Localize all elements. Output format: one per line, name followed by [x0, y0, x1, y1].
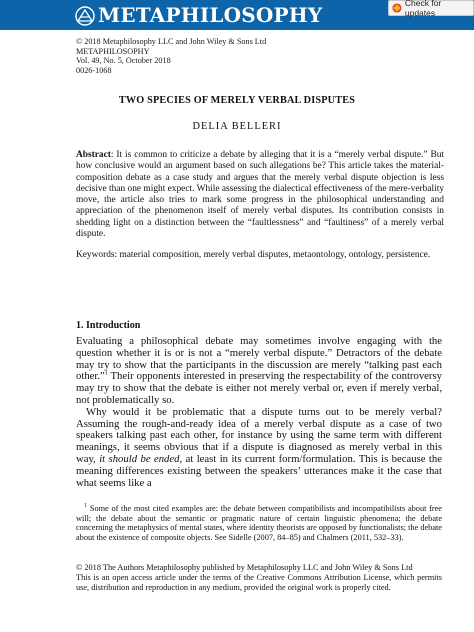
footnote-text: Some of the most cited examples are: the debate between compatibilists and incompatibilists about free will; the debate about the semantic or pragmatic nature of certain linguistic phenomena; the debate concerning the metaphysics of mental states, where identity theorists are opposed by functionalists; the debate about the existence of composite objects. See Sidelle (2007, 84–85) and Chalmers (2011, 532–33). [76, 504, 442, 543]
section-heading: 1. Introduction [76, 320, 141, 331]
meta-journal: METAPHILOSOPHY [76, 46, 150, 56]
journal-name: METAPHILOSOPHY [98, 3, 323, 27]
license-notice [76, 563, 442, 593]
abstract-text: : It is common to criticize a debate by alleging that it is a “merely verbal dispute.” But how conclusive would an argument based on such allegations be? This article takes the material-composition debate as a case study and argues that the merely verbal dispute objection is less decisive than one might expect. While assessing the dialectical effectiveness of the mere-verbality move, the article also tries to mark some progress in the philosophical understanding and appreciation of the phenomenon itself of merely verbal disputes. Its contribution consists in shedding light on a distinction between the “faultlessness” and “faultiness” of a merely verbal dispute. [76, 150, 445, 240]
article-title: TWO SPECIES OF MERELY VERBAL DISPUTES [118, 95, 356, 106]
wiley-logo-icon [74, 5, 96, 27]
paragraph-1-text-a: Evaluating a philosophical debate may sometimes involve engaging with the question whether it is or is not a “merely verbal dispute.” Detractors of the debate may try to show that the participants in the discussion are merely “talking past each other.” [76, 335, 442, 383]
abstract-label: Abstract [76, 150, 111, 160]
paragraph-2-emphasis: it should be ended [99, 452, 180, 465]
paragraph-2 [76, 407, 442, 490]
license-terms: This is an open access article under the terms of the Creative Commons Attribution License, which permits use, distribution and reproduction in any medium, provided the original work is properly cited. [76, 572, 442, 592]
footnote [76, 504, 442, 543]
body-text [76, 336, 442, 489]
publication-meta [76, 37, 266, 75]
paragraph-1 [76, 336, 442, 407]
meta-volume: Vol. 49, No. 5, October 2018 [76, 56, 171, 66]
license-copyright: © 2018 The Authors Metaphilosophy published by Metaphilosophy LLC and John Wiley & Sons Ltd [76, 563, 413, 572]
article-author: DELIA BELLERI [192, 121, 282, 132]
keywords: Keywords: material composition, merely verbal disputes, metaontology, ontology, persistence. [76, 250, 431, 260]
meta-issn: 0026-1068 [76, 65, 112, 75]
paragraph-1-text-b: Their opponents interested in preserving the respectability of the controversy may try to show that the debate is either not merely verbal or, even if merely verbal, not problematically so. [76, 370, 442, 406]
abstract [76, 150, 444, 240]
paragraph-2-text-a: Why would it be problematic that a dispute turns out to be merely verbal? Assuming the rough-and-ready idea of a merely verbal dispute as a case of two speakers talking past each other, for instance by using the same term with different meanings, it seems obvious that if a dispute is diagnosed as merely verbal in this way, [76, 405, 442, 465]
meta-copyright: © 2018 Metaphilosophy LLC and John Wiley & Sons Ltd [76, 37, 267, 46]
paragraph-2-text-b: , at least in its current form/formulation. This is because the meaning differences existing between the speakers’ utterances make it the case that what seems like a [76, 452, 442, 489]
check-for-updates-button[interactable] [388, 0, 474, 16]
crossmark-icon [392, 3, 402, 13]
check-for-updates-label: Check for updates [404, 0, 442, 18]
footnote-number: 1 [84, 503, 88, 510]
footnote-ref[interactable]: 1 [104, 370, 108, 377]
